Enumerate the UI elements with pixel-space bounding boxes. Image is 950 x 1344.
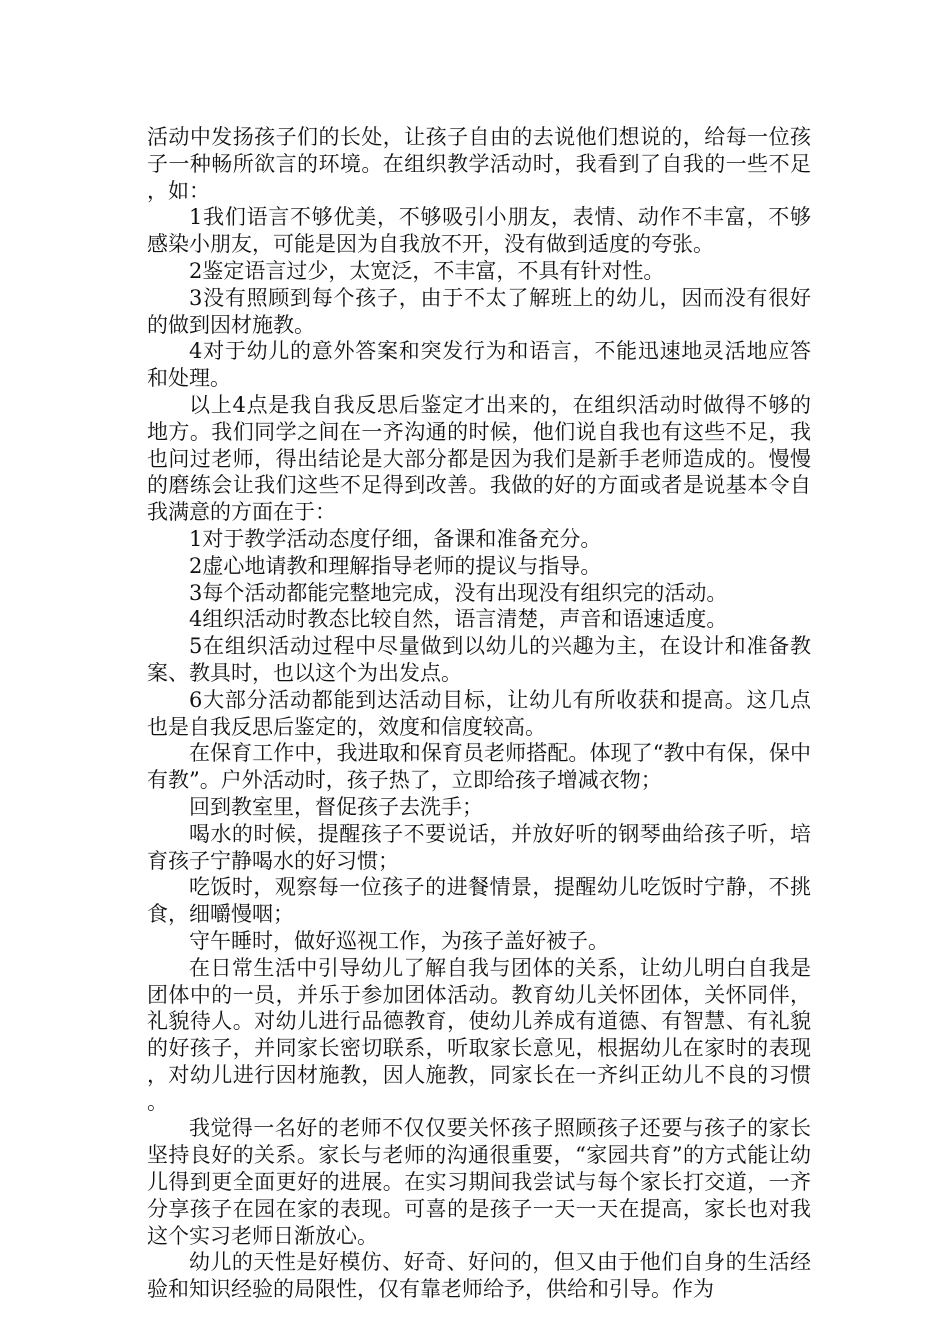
paragraph-20: 幼儿的天性是好模仿、好奇、好问的，但又由于他们自身的生活经验和知识经验的局限性，仅有靠老师给予，供给和引导。作为 bbox=[147, 1250, 811, 1302]
paragraph-13: 在保育工作中，我进取和保育员老师搭配。体现了“教中有保，保中有教”。户外活动时，孩子热了，立即给孩子增减衣物； bbox=[147, 741, 811, 793]
paragraph-19: 我觉得一名好的老师不仅仅要关怀孩子照顾孩子还要与孩子的家长坚持良好的关系。家长与老师的沟通很重要，“家园共育”的方式能让幼儿得到更全面更好的进展。在实习期间我尝试与每个家长打交道，一齐分享孩子在园在家的表现。可喜的是孩子一天一天在提高，家长也对我这个实习老师日渐放心。 bbox=[147, 1116, 811, 1248]
paragraph-2: 1我们语言不够优美，不够吸引小朋友，表情、动作不丰富，不够感染小朋友，可能是因为自我放不开，没有做到适度的夸张。 bbox=[147, 205, 811, 257]
paragraph-5: 4对于幼儿的意外答案和突发行为和语言，不能迅速地灵活地应答和处理。 bbox=[147, 339, 811, 391]
paragraph-18: 在日常生活中引导幼儿了解自我与团体的关系，让幼儿明白自我是团体中的一员，并乐于参加团体活动。教育幼儿关怀团体，关怀同伴，礼貌待人。对幼儿进行品德教育，使幼儿养成有道德、有智慧、有礼貌的好孩子，并同家长密切联系，听取家长意见，根据幼儿在家时的表现，对幼儿进行因材施教，因人施教，同家长在一齐纠正幼儿不良的习惯。 bbox=[147, 955, 811, 1114]
paragraph-9: 3每个活动都能完整地完成，没有出现没有组织完的活动。 bbox=[189, 580, 728, 605]
paragraph-10: 4组织活动时教态比较自然，语言清楚，声音和语速适度。 bbox=[189, 607, 728, 632]
paragraph-1: 活动中发扬孩子们的长处，让孩子自由的去说他们想说的，给每一位孩子一种畅所欲言的环境。在组织教学活动时，我看到了自我的一些不足，如： bbox=[147, 125, 811, 203]
paragraph-14: 回到教室里，督促孩子去洗手； bbox=[189, 794, 483, 819]
paragraph-16: 吃饭时，观察每一位孩子的进餐情景，提醒幼儿吃饭时宁静，不挑食，细嚼慢咽； bbox=[147, 875, 811, 927]
paragraph-6: 以上4点是我自我反思后鉴定才出来的，在组织活动时做得不够的地方。我们同学之间在一齐沟通的时候，他们说自我也有这些不足，我也问过老师，得出结论是大部分都是因为我们是新手老师造成的。慢慢的磨练会让我们这些不足得到改善。我做的好的方面或者是说基本令自我满意的方面在于： bbox=[147, 392, 811, 525]
paragraph-3: 2鉴定语言过少，太宽泛，不丰富，不具有针对性。 bbox=[189, 258, 665, 283]
paragraph-11: 5在组织活动过程中尽量做到以幼儿的兴趣为主，在设计和准备教案、教具时，也以这个为出发点。 bbox=[147, 634, 811, 685]
paragraph-15: 喝水的时候，提醒孩子不要说话，并放好听的钢琴曲给孩子听，培育孩子宁静喝水的好习惯； bbox=[147, 821, 811, 873]
paragraph-4: 3没有照顾到每个孩子，由于不太了解班上的幼儿，因而没有很好的做到因材施教。 bbox=[147, 285, 811, 337]
paragraph-7: 1对于教学活动态度仔细，备课和准备充分。 bbox=[189, 526, 602, 551]
document-page bbox=[147, 124, 811, 1303]
paragraph-12: 6大部分活动都能到达活动目标，让幼儿有所收获和提高。这几点也是自我反思后鉴定的，效度和信度较高。 bbox=[147, 687, 811, 739]
paragraph-8: 2虚心地请教和理解指导老师的提议与指导。 bbox=[189, 553, 602, 578]
paragraph-17: 守午睡时，做好巡视工作，为孩子盖好被子。 bbox=[189, 928, 609, 953]
